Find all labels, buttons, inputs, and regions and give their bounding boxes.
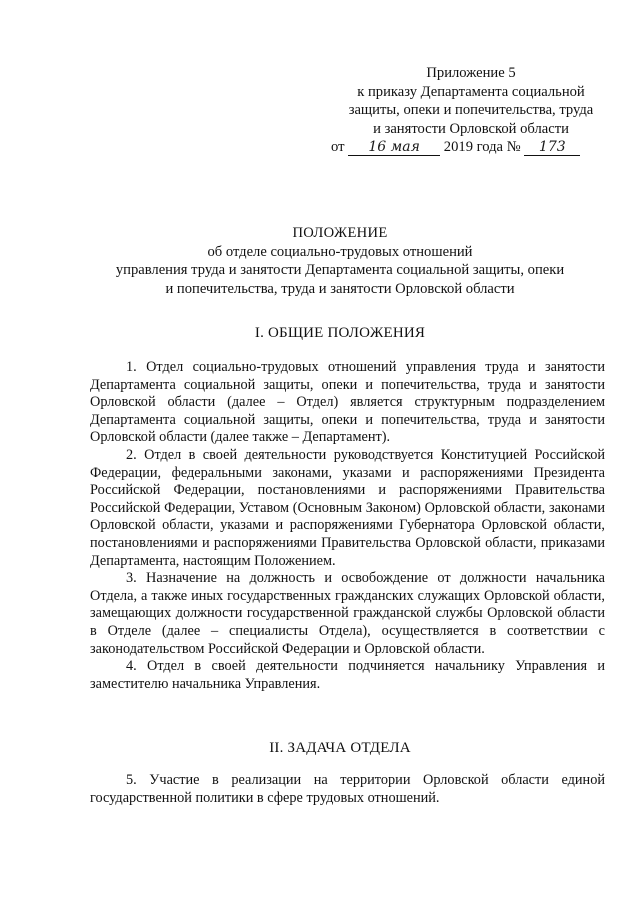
paragraph-4: 4. Отдел в своей деятельности подчиняется начальнику Управления и заместителю начальника Управления. [90,658,605,692]
document-title-block [60,224,620,298]
section-heading-2: II. ЗАДАЧА ОТДЕЛА [269,740,411,756]
date-year: 2019 года [443,139,504,155]
appendix-date-line [331,138,602,157]
handwritten-number: 173 [524,140,580,156]
paragraph-1: 1. Отдел социально-трудовых отношений управления труда и занятости Департамента социальной защиты, опеки и попечительства, труда и занятости Орловской области (далее – Отдел) является структурным подразделением Департамента социальной защиты, опеки и попечительства, труда и занятости Орловской области (далее также – Департамент). [90,359,605,446]
paragraph-3: 3. Назначение на должность и освобождение от должности начальника Отдела, а также иных государственных гражданских служащих Орловской области, замещающих должности государственной гражданской службы Орловской области в Отделе (далее – специалисты Отдела), осуществляется в соответствии с законодательством Российской Федерации и Орловской области. [90,570,605,657]
appendix-line-1: к приказу Департамента социальной [357,83,585,100]
number-label: № [506,139,521,155]
appendix-title: Приложение 5 [426,65,516,81]
section-heading-1: I. ОБЩИЕ ПОЛОЖЕНИЯ [254,325,426,341]
document-title: ПОЛОЖЕНИЕ [292,225,388,241]
section-1-body [90,359,605,693]
date-prefix: от [331,139,345,155]
appendix-header [331,64,602,157]
appendix-line-2: защиты, опеки и попечительства, труда [348,102,594,118]
section-2-body [90,772,605,807]
paragraph-5: 5. Участие в реализации на территории Орловской области единой государственной политики в сфере трудовых отношений. [90,772,605,806]
appendix-line-3: и занятости Орловской области [373,120,569,137]
handwritten-date: 16 мая [348,140,440,156]
title-line-2: управления труда и занятости Департамента социальной защиты, опеки [115,262,565,278]
paragraph-2: 2. Отдел в своей деятельности руководствуется Конституцией Российской Федерации, федеральными законами, указами и распоряжениями Президента Российской Федерации, постановлениями и распоряжениями Правительства Российской Федерации, Уставом (Основным Законом) Орловской области, законами Орловской области, указами и распоряжениями Губернатора Орловской области, постановлениями и распоряжениями Правительства Орловской области, приказами Департамента, настоящим Положением. [90,446,605,569]
title-line-3: и попечительства, труда и занятости Орловской области [165,280,515,297]
title-line-1: об отделе социально-трудовых отношений [207,243,473,260]
